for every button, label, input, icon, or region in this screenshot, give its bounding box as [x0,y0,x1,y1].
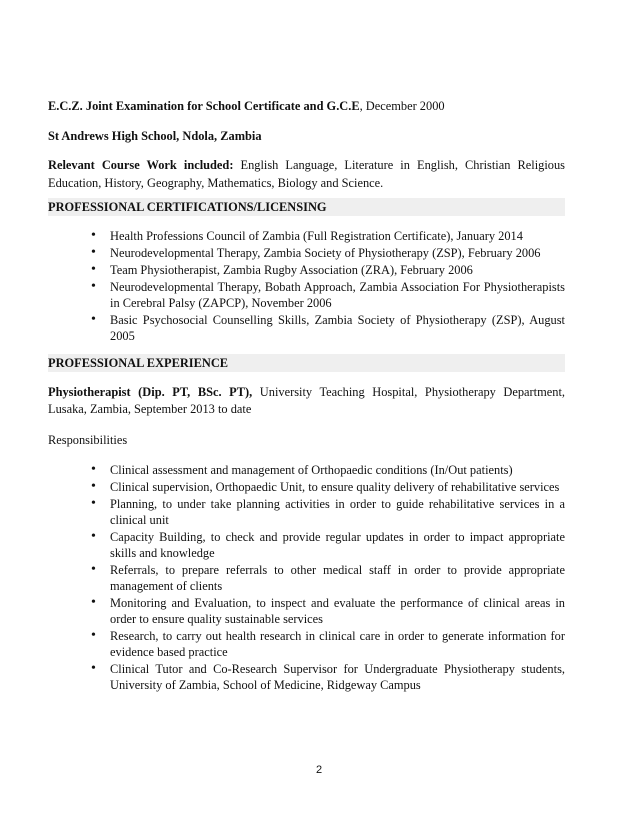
document-page [48,98,565,703]
coursework-text: English Language, Literature in English, Christian Religious Education, History, Geography, Mathematics, Biology and Science. [48,158,565,190]
responsibilities-list [48,462,565,693]
list-item: • Neurodevelopmental Therapy, Bobath Approach, Zambia Association For Physiotherapists in Cerebral Palsy (ZAPCP), November 2006 [110,279,565,311]
coursework [48,156,565,192]
experience-heading: PROFESSIONAL EXPERIENCE [48,354,565,372]
list-item: • Clinical supervision, Orthopaedic Unit, to ensure quality delivery of rehabilitative services [110,479,565,495]
list-item: • Capacity Building, to check and provide regular updates in order to impact appropriate skills and knowledge [110,529,565,561]
experience-role [48,384,565,418]
ecz-date: , December 2000 [359,99,445,113]
role-title: Physiotherapist (Dip. PT, BSc. PT), [48,385,253,399]
role-detail: University Teaching Hospital, Physiotherapy Department, Lusaka, Zambia, September 2013 to date [48,385,565,416]
list-item: • Planning, to under take planning activities in order to guide rehabilitative services in a clinical unit [110,496,565,528]
certifications-list [48,228,565,344]
list-item: • Clinical assessment and management of Orthopaedic conditions (In/Out patients) [110,462,565,478]
list-item: • Team Physiotherapist, Zambia Rugby Association (ZRA), February 2006 [110,262,565,278]
responsibilities-label: Responsibilities [48,433,128,447]
list-item: • Clinical Tutor and Co-Research Supervisor for Undergraduate Physiotherapy students, University of Zambia, School of Medicine, Ridgeway Campus [110,661,565,693]
list-item: • Research, to carry out health research in clinical care in order to generate information for evidence based practice [110,628,565,660]
list-item: • Referrals, to prepare referrals to other medical staff in order to provide appropriate management of clients [110,562,565,594]
ecz-title: E.C.Z. Joint Examination for School Certificate and G.C.E [48,99,360,113]
list-item: • Health Professions Council of Zambia (Full Registration Certificate), January 2014 [110,228,565,244]
certifications-heading: PROFESSIONAL CERTIFICATIONS/LICENSING [48,198,565,216]
page-number: 2 [315,764,323,776]
ecz-line [48,98,565,114]
school-name: St Andrews High School, Ndola, Zambia [48,129,262,143]
list-item: • Neurodevelopmental Therapy, Zambia Society of Physiotherapy (ZSP), February 2006 [110,245,565,261]
list-item: • Monitoring and Evaluation, to inspect and evaluate the performance of clinical areas in order to ensure quality sustainable services [110,595,565,627]
list-item: • Basic Psychosocial Counselling Skills, Zambia Society of Physiotherapy (ZSP), August 2005 [110,312,565,344]
coursework-label: Relevant Course Work included: [48,158,234,172]
